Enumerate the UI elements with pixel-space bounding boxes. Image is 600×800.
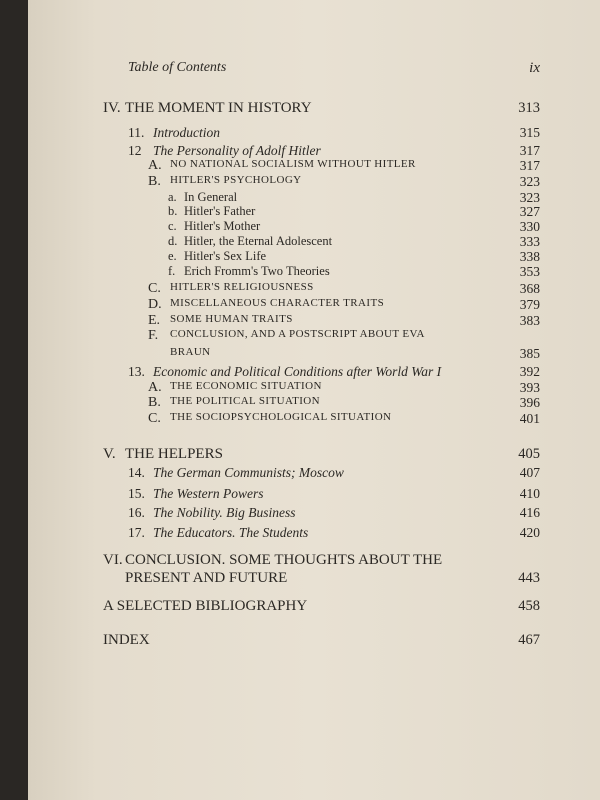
toc-entry-number: VI. <box>103 552 123 568</box>
toc-entry-page: 353 <box>519 264 540 279</box>
toc-entry-title: NO NATIONAL SOCIALISM WITHOUT HITLER <box>170 158 416 170</box>
toc-entry-title: The Educators. The Students <box>153 525 309 540</box>
toc-entry-number: a. <box>168 190 177 204</box>
toc-entry-title: Economic and Political Conditions after World War I <box>153 364 442 379</box>
toc-entry-title: The Nobility. Big Business <box>153 505 296 520</box>
toc-entry-page: 416 <box>519 505 540 520</box>
toc-entry-number: 13. <box>128 364 145 379</box>
toc-entry-page: 327 <box>519 204 540 219</box>
toc-entry-number: E. <box>148 313 161 328</box>
toc-entry-title: Hitler's Mother <box>184 219 261 233</box>
toc-entry-number: e. <box>168 249 177 263</box>
toc-entry-page: 405 <box>518 446 540 462</box>
toc-entry-page: 368 <box>519 281 540 296</box>
toc-entry-title: INDEX <box>103 632 150 648</box>
toc-entry-page: 383 <box>519 313 540 328</box>
toc-entry-title: THE POLITICAL SITUATION <box>170 395 320 407</box>
toc-entry-page: 410 <box>519 486 540 501</box>
toc-entry-title: The Personality of Adolf Hitler <box>153 143 321 158</box>
toc-entry-title: CONCLUSION. SOME THOUGHTS ABOUT THE <box>125 552 443 568</box>
toc-entry-page: 333 <box>519 234 540 249</box>
toc-entry-page: 379 <box>519 297 540 312</box>
toc-entry-page: 330 <box>519 219 540 234</box>
toc-entry-number: A. <box>148 380 162 395</box>
toc-entry-number: 17. <box>128 525 145 540</box>
toc-entry-number: V. <box>103 446 116 462</box>
toc-entry-page: 385 <box>519 346 540 361</box>
toc-entry-title: MISCELLANEOUS CHARACTER TRAITS <box>170 297 385 309</box>
toc-entry-title: CONCLUSION, AND A POSTSCRIPT ABOUT EVA <box>170 328 425 340</box>
toc-entry-title: THE SOCIOPSYCHOLOGICAL SITUATION <box>170 411 392 423</box>
toc-entry-page: 338 <box>519 249 540 264</box>
toc-entry-title: THE ECONOMIC SITUATION <box>170 380 322 392</box>
toc-entry-page: 458 <box>518 598 540 614</box>
toc-entry-number: b. <box>168 204 178 218</box>
toc-entry-title: BRAUN <box>170 346 211 358</box>
toc-entry-number: A. <box>148 158 162 173</box>
toc-entry-number: F. <box>148 328 159 343</box>
toc-entry-number: 12 <box>128 143 142 158</box>
toc-entry-title: SOME HUMAN TRAITS <box>170 313 293 325</box>
toc-entry-number: B. <box>148 395 161 410</box>
toc-entry-number: 14. <box>128 465 145 480</box>
toc-entry-title: PRESENT AND FUTURE <box>125 570 288 586</box>
toc-entry-number: C. <box>148 411 161 426</box>
toc-entry-page: 315 <box>519 125 540 140</box>
toc-entry-title: Hitler, the Eternal Adolescent <box>184 234 333 248</box>
toc-entry-number: D. <box>148 297 162 312</box>
toc-entry-title: The German Communists; Moscow <box>153 465 344 480</box>
toc-entry-page: 407 <box>519 465 540 480</box>
toc-entry-number: d. <box>168 234 178 248</box>
toc-entry-title: Hitler's Father <box>184 204 256 218</box>
toc-entry-page: 396 <box>519 395 540 410</box>
toc-entry-title: The Western Powers <box>153 486 264 501</box>
toc-entry-page: 313 <box>518 100 540 116</box>
running-head <box>128 60 540 76</box>
book-page <box>28 0 600 800</box>
toc-entry-title: HITLER'S PSYCHOLOGY <box>170 174 302 186</box>
toc-entry-title: In General <box>184 190 238 204</box>
toc-entry-title: A SELECTED BIBLIOGRAPHY <box>103 598 308 614</box>
toc-entry-page: 467 <box>518 632 540 648</box>
toc-entry-number: 11. <box>128 125 145 140</box>
toc-entry-title: Introduction <box>153 125 220 140</box>
toc-entry-number: 15. <box>128 486 145 501</box>
toc-entry-page: 392 <box>519 364 540 379</box>
toc-entry-page: 443 <box>518 570 540 586</box>
toc-entry-page: 401 <box>519 411 540 426</box>
toc-entry-title: Hitler's Sex Life <box>184 249 267 263</box>
toc-entry-number: B. <box>148 174 161 189</box>
toc-entry-page: 323 <box>519 174 540 189</box>
toc-entry-page: 317 <box>519 158 540 173</box>
page-number: ix <box>529 60 540 76</box>
toc-entry-number: 16. <box>128 505 145 520</box>
toc-entry-title: THE HELPERS <box>125 446 223 462</box>
toc-entry-page: 317 <box>519 143 540 158</box>
toc-entry-page: 393 <box>519 380 540 395</box>
toc-entry-title: HITLER'S RELIGIOUSNESS <box>170 281 314 293</box>
running-head-title: Table of Contents <box>128 60 227 75</box>
toc-entry-number: c. <box>168 219 177 233</box>
toc-entry-number: f. <box>168 264 176 278</box>
toc-entry-number: C. <box>148 281 161 296</box>
toc-entry-page: 420 <box>519 525 540 540</box>
toc-entry-number: IV. <box>103 100 121 116</box>
toc-entry-page: 323 <box>519 190 540 205</box>
toc-entry-title: THE MOMENT IN HISTORY <box>125 100 312 116</box>
toc-entry-title: Erich Fromm's Two Theories <box>184 264 330 278</box>
